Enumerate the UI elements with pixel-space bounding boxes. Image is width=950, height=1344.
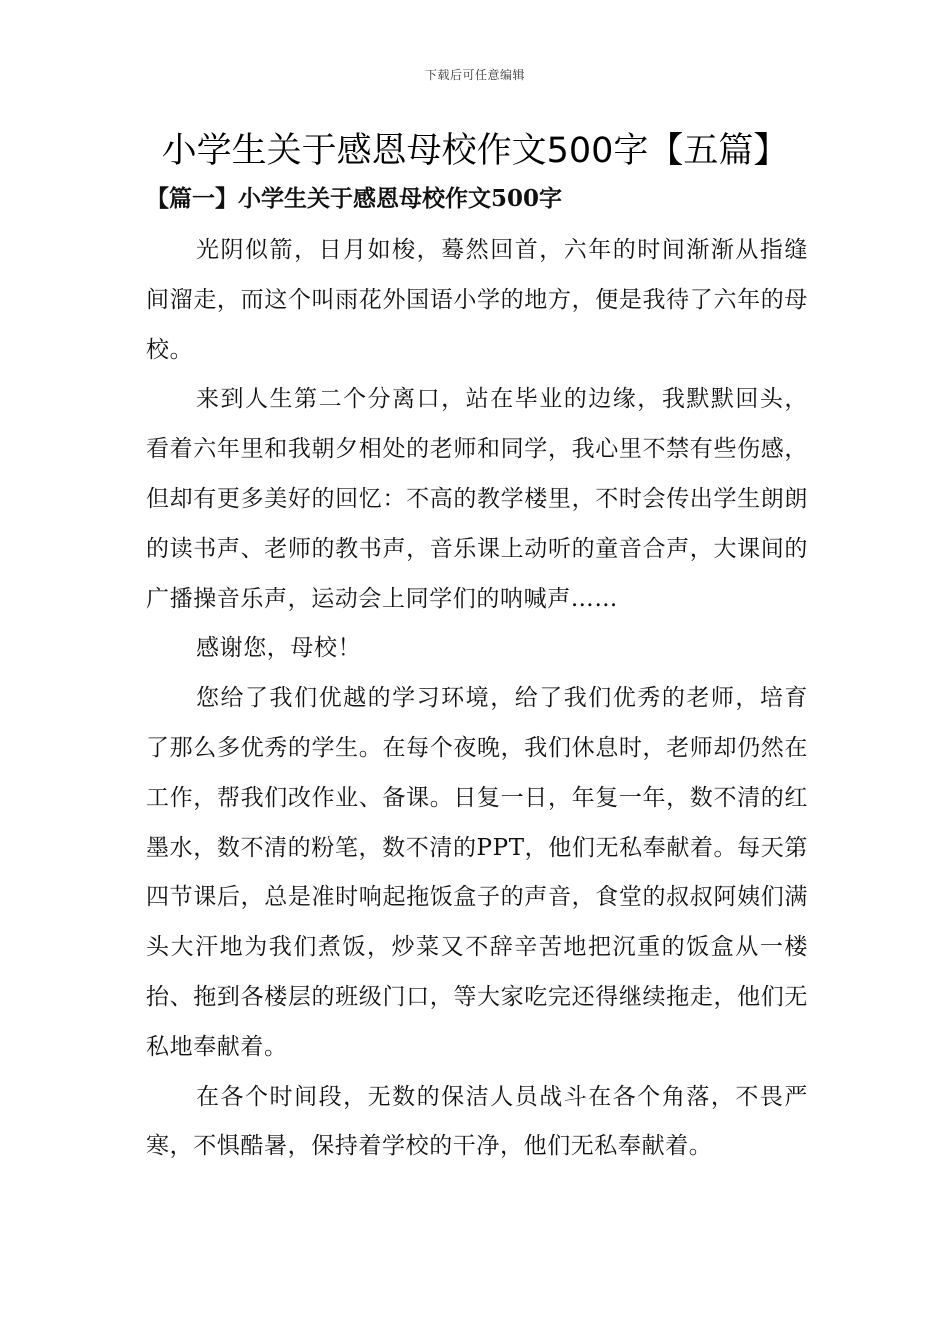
paragraph: 在各个时间段，无数的保洁人员战斗在各个角落，不畏严寒，不惧酷暑，保持着学校的干净，他们无私奉献着。: [146, 1083, 808, 1160]
section-heading: 【篇一】小学生关于感恩母校作文500字: [146, 185, 563, 212]
paragraph: 感谢您，母校！: [196, 635, 362, 662]
header-note: 下载后可任意编辑: [424, 68, 525, 82]
document-title: 小学生关于感恩母校作文500字【五篇】: [161, 131, 789, 171]
body-text: [146, 226, 808, 1172]
paragraph: 光阴似箭，日月如梭，蓦然回首，六年的时间渐渐从指缝间溜走，而这个叫雨花外国语小学的地方，便是我待了六年的母校。: [146, 237, 808, 363]
paragraph: 您给了我们优越的学习环境，给了我们优秀的老师，培育了那么多优秀的学生。在每个夜晚，我们休息时，老师却仍然在工作，帮我们改作业、备课。日复一日，年复一年，数不清的红墨水，数不清的粉笔，数不清的PPT，他们无私奉献着。每天第四节课后，总是准时响起拖饭盒子的声音，食堂的叔叔阿姨们满头大汗地为我们煮饭，炒菜又不辞辛苦地把沉重的饭盒从一楼抬、拖到各楼层的班级门口，等大家吃完还得继续拖走，他们无私地奉献着。: [146, 685, 808, 1060]
paragraph: 来到人生第二个分离口，站在毕业的边缘，我默默回头，看着六年里和我朝夕相处的老师和同学，我心里不禁有些伤感，但却有更多美好的回忆：不高的教学楼里，不时会传出学生朗朗的读书声、老师的教书声，音乐课上动听的童音合声，大课间的广播操音乐声，运动会上同学们的呐喊声……: [146, 386, 808, 612]
